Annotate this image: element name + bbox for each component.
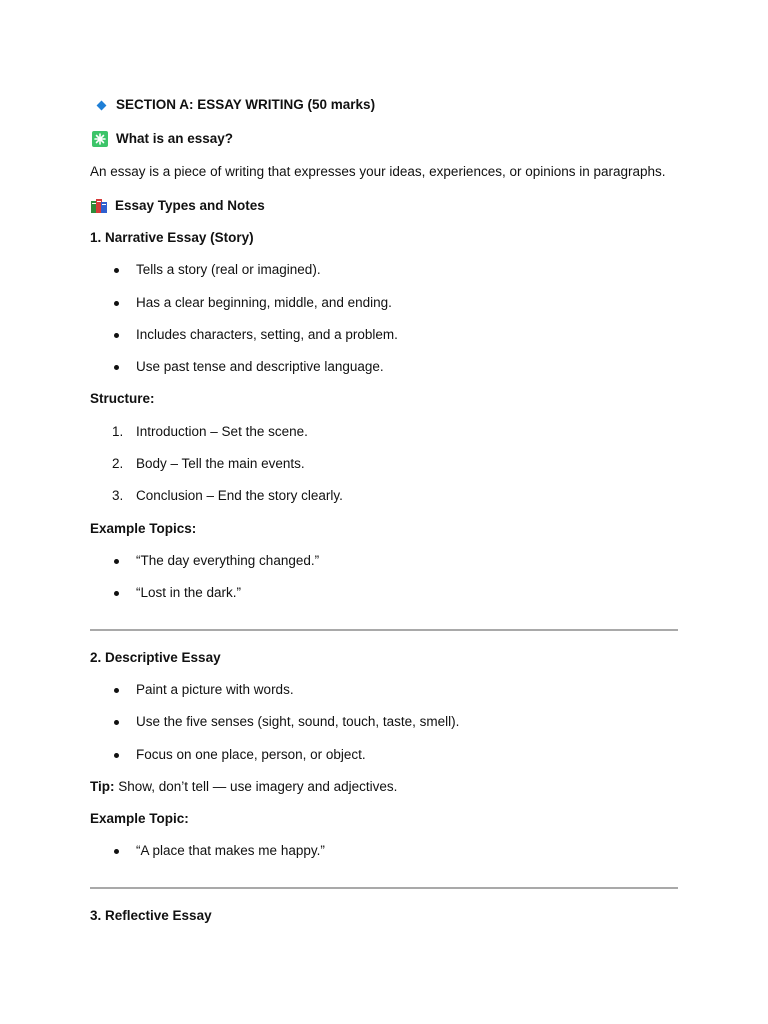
bullet bbox=[114, 365, 119, 370]
section-heading bbox=[90, 96, 375, 114]
types-title: Essay Types and Notes bbox=[115, 198, 265, 213]
tip-line bbox=[90, 778, 397, 796]
books-icon bbox=[91, 198, 108, 214]
bullet bbox=[114, 559, 119, 564]
bullet bbox=[114, 720, 119, 725]
example-topic-label: Example Topic: bbox=[90, 811, 189, 826]
what-is-heading bbox=[92, 130, 233, 148]
bullet bbox=[114, 849, 119, 854]
tip-label: Tip: bbox=[90, 779, 115, 794]
bullet bbox=[114, 333, 119, 338]
document-page: SECTION A: ESSAY WRITING (50 marks) What is an essay? An essay is a piece of writing that expresses your ideas, experiences, or opinions in paragraphs. Essay Types and Notes 1. Narrative Essay (Story) Tells a story (real or imagined). Has a clear beginning, middle, and ending. Includes characters, setting, and a problem. Use past tense and descriptive language. Structure: 1. Introduction – Set the scene. 2. Body – Tell the main events. 3. Conclusion – End the story clearly. Example Topics: “The day everything changed.” “Lost in the dark.” 2. Descriptive Essay Paint a picture with words. Use the five senses (sight, sound, touch, taste, smell). Focus on one place, person, or object. Tip: Show, don’t tell — use imagery and adjectives. Example Topic: “A place that makes me happy.” 3. Reflective Essay bbox=[0, 0, 768, 1024]
reflective-heading: 3. Reflective Essay bbox=[90, 908, 212, 923]
example-topics-label: Example Topics: bbox=[90, 521, 197, 536]
narrative-heading: 1. Narrative Essay (Story) bbox=[90, 230, 254, 245]
bullet bbox=[114, 591, 119, 596]
essay-definition: An essay is a piece of writing that expresses your ideas, experiences, or opinions in paragraphs. bbox=[90, 164, 666, 179]
bullet bbox=[114, 268, 119, 273]
bullet bbox=[114, 753, 119, 758]
section-title: SECTION A: ESSAY WRITING (50 marks) bbox=[116, 97, 376, 112]
horizontal-rule bbox=[90, 629, 678, 631]
what-is-title: What is an essay? bbox=[116, 131, 234, 146]
tip-text: Show, don’t tell — use imagery and adjectives. bbox=[114, 779, 398, 794]
types-heading bbox=[91, 197, 265, 215]
diamond-icon bbox=[97, 100, 107, 110]
bullet bbox=[114, 688, 119, 693]
descriptive-heading: 2. Descriptive Essay bbox=[90, 650, 221, 665]
horizontal-rule bbox=[90, 887, 678, 889]
structure-label: Structure: bbox=[90, 391, 155, 406]
sparkle-icon bbox=[92, 131, 108, 147]
bullet bbox=[114, 301, 119, 306]
